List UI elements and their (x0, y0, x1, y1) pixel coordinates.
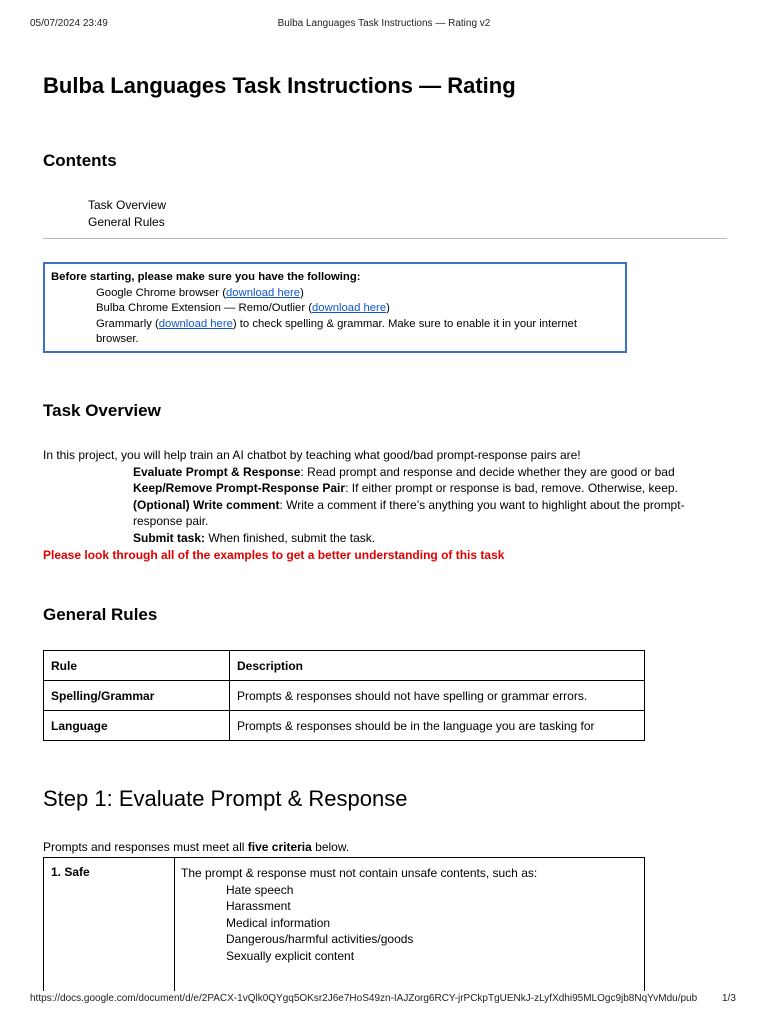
unsafe-item: Hate speech (226, 882, 294, 897)
overview-step: Keep/Remove Prompt-Response Pair: If either prompt or response is bad, remove. Otherwise, keep. (133, 481, 678, 496)
toc-link-task-overview[interactable]: Task Overview (88, 198, 167, 212)
extension-download-link[interactable]: download here (311, 302, 387, 314)
description-cell: Prompts & responses should be in the language you are tasking for (230, 711, 645, 741)
overview-step: Submit task: When finished, submit the task. (133, 530, 376, 545)
step1-heading: Step 1: Evaluate Prompt & Response (43, 786, 408, 811)
table-header-row (44, 651, 645, 681)
task-overview-section (43, 447, 733, 563)
table-row (44, 681, 645, 711)
table-of-contents (88, 197, 166, 231)
print-page-number: 1/3 (722, 993, 736, 1004)
print-timestamp: 05/07/2024 23:49 (30, 18, 108, 29)
toc-link-general-rules[interactable]: General Rules (88, 215, 165, 229)
column-header-rule: Rule (44, 651, 230, 681)
general-rules-table (43, 650, 645, 741)
overview-step: (Optional) Write comment: Write a comment if there’s anything you want to highlight about the prompt-response pair. (133, 497, 685, 529)
prereq-chrome: Google Chrome browser (download here) (96, 286, 304, 299)
unsafe-item: Dangerous/harmful activities/goods (226, 932, 414, 947)
contents-heading: Contents (43, 151, 117, 170)
unsafe-item: Sexually explicit content (226, 948, 355, 963)
grammarly-download-link[interactable]: download here (158, 317, 233, 330)
criterion-lead: The prompt & response must not contain unsafe contents, such as: (181, 866, 538, 880)
step1-intro: Prompts and responses must meet all five criteria below. (43, 840, 350, 854)
prereq-extension: Bulba Chrome Extension — Remo/Outlier (download here) (96, 302, 390, 314)
document-title: Bulba Languages Task Instructions — Rating (43, 73, 516, 98)
general-rules-heading: General Rules (43, 605, 158, 624)
description-cell: Prompts & responses should not have spelling or grammar errors. (230, 681, 645, 711)
print-tab-title: Bulba Languages Task Instructions — Rating v2 (277, 18, 491, 29)
column-header-description: Description (230, 651, 645, 681)
unsafe-item: Medical information (226, 915, 331, 930)
chrome-download-link[interactable]: download here (225, 286, 301, 299)
criteria-table (43, 857, 645, 991)
prereq-grammarly: Grammarly (download here) to check spelling & grammar. Make sure to enable it in your internet browser. (96, 317, 577, 345)
divider (43, 238, 727, 239)
criterion-description (175, 858, 644, 972)
task-overview-heading: Task Overview (43, 401, 161, 420)
prerequisites-callout (43, 262, 627, 353)
rule-cell: Spelling/Grammar (44, 681, 230, 711)
overview-intro: In this project, you will help train an AI chatbot by teaching what good/bad prompt-response pairs are! (43, 448, 581, 462)
rule-cell: Language (44, 711, 230, 741)
overview-step: Evaluate Prompt & Response: Read prompt and response and decide whether they are good or bad (133, 464, 675, 479)
unsafe-item: Harassment (226, 899, 291, 914)
callout-title: Before starting, please make sure you have the following: (51, 271, 361, 283)
table-row (44, 711, 645, 741)
print-url: https://docs.google.com/document/d/e/2PACX-1vQlk0QYgq5OKsr2J6e7HoS49zn-IAJZorg6RCY-jrPCkpTgUENkJ-zLyfXdhi95MLOgc9jb8NqYvMdu/pub (30, 993, 698, 1004)
criterion-name: 1. Safe (44, 858, 175, 991)
examples-note: Please look through all of the examples to get a better understanding of this task (43, 547, 505, 562)
